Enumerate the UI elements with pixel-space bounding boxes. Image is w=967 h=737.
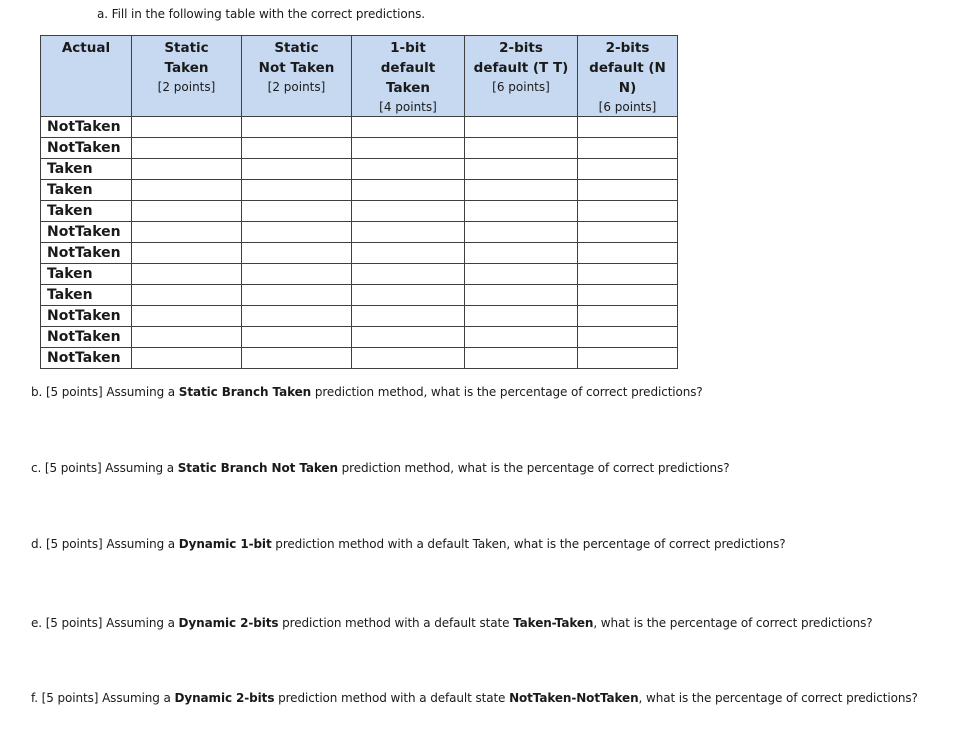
- header-points: [2 points]: [267, 80, 326, 94]
- prediction-cell[interactable]: [578, 327, 678, 348]
- question-b: [31, 385, 703, 399]
- question-emphasis: Dynamic 1-bit: [178, 537, 272, 551]
- prediction-cell[interactable]: [242, 243, 352, 264]
- prediction-cell[interactable]: [242, 264, 352, 285]
- prediction-cell[interactable]: [465, 138, 578, 159]
- table-body: [41, 117, 678, 369]
- header-2bits-default-tt: [465, 36, 578, 117]
- question-emphasis: Static Branch Taken: [178, 385, 312, 399]
- prediction-cell[interactable]: [242, 306, 352, 327]
- question-emphasis: Dynamic 2-bits: [178, 616, 279, 630]
- prediction-cell[interactable]: [465, 285, 578, 306]
- actual-cell: Taken: [41, 264, 132, 285]
- question-text: prediction method with a default state: [278, 616, 514, 630]
- prediction-cell[interactable]: [578, 138, 678, 159]
- prediction-cell[interactable]: [242, 180, 352, 201]
- prediction-cell[interactable]: [465, 201, 578, 222]
- prediction-cell[interactable]: [465, 180, 578, 201]
- actual-cell: NotTaken: [41, 138, 132, 159]
- header-row: [41, 36, 678, 117]
- table-row: [41, 243, 678, 264]
- header-points: [2 points]: [157, 80, 216, 94]
- prediction-cell[interactable]: [132, 327, 242, 348]
- prediction-cell[interactable]: [242, 285, 352, 306]
- header-line: Taken: [164, 60, 209, 76]
- prediction-cell[interactable]: [578, 180, 678, 201]
- question-text: d. [5 points] Assuming a: [31, 537, 179, 551]
- prediction-cell[interactable]: [132, 138, 242, 159]
- prediction-cell[interactable]: [578, 306, 678, 327]
- table-row: [41, 327, 678, 348]
- actual-cell: Taken: [41, 180, 132, 201]
- actual-cell: Taken: [41, 159, 132, 180]
- prediction-cell[interactable]: [352, 285, 465, 306]
- table-row: [41, 159, 678, 180]
- header-line: Taken: [386, 80, 430, 96]
- question-text: c. [5 points] Assuming a: [31, 461, 178, 475]
- question-emphasis: Dynamic 2-bits: [174, 691, 275, 705]
- prediction-cell[interactable]: [465, 243, 578, 264]
- header-1bit-default-taken: [352, 36, 465, 117]
- prediction-cell[interactable]: [132, 159, 242, 180]
- table-row: [41, 138, 678, 159]
- actual-cell: Taken: [41, 285, 132, 306]
- header-line: 2-bits: [499, 40, 543, 56]
- prediction-cell[interactable]: [132, 243, 242, 264]
- prediction-cell[interactable]: [352, 327, 465, 348]
- actual-cell: NotTaken: [41, 117, 132, 138]
- table-row: [41, 264, 678, 285]
- prediction-cell[interactable]: [578, 285, 678, 306]
- header-static-not-taken: [242, 36, 352, 117]
- question-text: b. [5 points] Assuming a: [31, 385, 179, 399]
- actual-cell: NotTaken: [41, 327, 132, 348]
- prediction-cell[interactable]: [578, 201, 678, 222]
- prediction-cell[interactable]: [578, 348, 678, 369]
- question-text: , what is the percentage of correct predictions?: [593, 616, 873, 630]
- prediction-cell[interactable]: [352, 264, 465, 285]
- header-line: default (T T): [473, 60, 569, 76]
- prediction-cell[interactable]: [352, 180, 465, 201]
- prediction-cell[interactable]: [132, 180, 242, 201]
- prediction-cell[interactable]: [242, 138, 352, 159]
- table-row: [41, 306, 678, 327]
- prediction-cell[interactable]: [132, 348, 242, 369]
- prediction-cell[interactable]: [352, 138, 465, 159]
- header-line: Actual: [61, 40, 111, 56]
- table-row: [41, 201, 678, 222]
- question-text: prediction method with a default state: [274, 691, 510, 705]
- prediction-cell[interactable]: [242, 159, 352, 180]
- prediction-cell[interactable]: [352, 159, 465, 180]
- prediction-cell[interactable]: [132, 264, 242, 285]
- prediction-cell[interactable]: [578, 159, 678, 180]
- header-line: default: [380, 60, 436, 76]
- prediction-cell[interactable]: [242, 222, 352, 243]
- question-text: prediction method, what is the percentage of correct predictions?: [311, 385, 703, 399]
- prediction-cell[interactable]: [242, 348, 352, 369]
- header-static-taken: [132, 36, 242, 117]
- actual-cell: Taken: [41, 201, 132, 222]
- prediction-cell[interactable]: [132, 201, 242, 222]
- actual-cell: NotTaken: [41, 243, 132, 264]
- question-c: [31, 461, 729, 475]
- prediction-cell[interactable]: [578, 117, 678, 138]
- header-actual: [41, 36, 132, 117]
- question-text: e. [5 points] Assuming a: [31, 616, 179, 630]
- prediction-cell[interactable]: [578, 243, 678, 264]
- prediction-cell[interactable]: [465, 348, 578, 369]
- question-text: , what is the percentage of correct predictions?: [638, 691, 918, 705]
- prediction-cell[interactable]: [465, 327, 578, 348]
- prediction-cell[interactable]: [352, 306, 465, 327]
- question-text: prediction method, what is the percentage of correct predictions?: [337, 461, 730, 475]
- table-row: [41, 285, 678, 306]
- question-f: [31, 691, 918, 705]
- question-d: [31, 537, 786, 551]
- table-row: [41, 180, 678, 201]
- prediction-cell[interactable]: [352, 348, 465, 369]
- prediction-cell[interactable]: [465, 306, 578, 327]
- prediction-cell[interactable]: [132, 117, 242, 138]
- prediction-cell[interactable]: [578, 222, 678, 243]
- prediction-cell[interactable]: [352, 222, 465, 243]
- header-line: 2-bits: [605, 40, 650, 56]
- prediction-table: [40, 35, 678, 369]
- question-emphasis: Static Branch Not Taken: [177, 461, 338, 475]
- question-text: f. [5 points] Assuming a: [31, 691, 175, 705]
- prediction-cell[interactable]: [465, 117, 578, 138]
- header-line: Not Taken: [258, 60, 335, 76]
- header-line: Static: [274, 40, 319, 56]
- actual-cell: NotTaken: [41, 306, 132, 327]
- prediction-cell[interactable]: [242, 327, 352, 348]
- question-e: [31, 616, 873, 630]
- prediction-cell[interactable]: [132, 306, 242, 327]
- actual-cell: NotTaken: [41, 222, 132, 243]
- header-points: [4 points]: [379, 100, 437, 114]
- question-text: prediction method with a default Taken, what is the percentage of correct predictions?: [271, 537, 786, 551]
- header-points: [6 points]: [598, 100, 657, 114]
- table-row: [41, 117, 678, 138]
- prediction-cell[interactable]: [578, 264, 678, 285]
- header-line: 1-bit: [390, 40, 426, 56]
- prediction-cell[interactable]: [132, 285, 242, 306]
- table-row: [41, 222, 678, 243]
- header-2bits-default-nn: [578, 36, 678, 117]
- table-row: [41, 348, 678, 369]
- prediction-cell[interactable]: [465, 159, 578, 180]
- header-points: [6 points]: [492, 80, 550, 94]
- question-emphasis: Taken-Taken: [513, 616, 594, 630]
- prediction-cell[interactable]: [465, 264, 578, 285]
- header-line: N): [618, 80, 637, 96]
- header-line: Static: [164, 40, 209, 56]
- prediction-cell[interactable]: [352, 201, 465, 222]
- header-line: default (N: [589, 60, 666, 76]
- prediction-cell[interactable]: [242, 117, 352, 138]
- part-a-instruction: a. Fill in the following table with the correct predictions.: [97, 7, 425, 21]
- prediction-cell[interactable]: [132, 222, 242, 243]
- prediction-cell[interactable]: [465, 222, 578, 243]
- prediction-cell[interactable]: [352, 243, 465, 264]
- actual-cell: NotTaken: [41, 348, 132, 369]
- question-emphasis: NotTaken-NotTaken: [509, 691, 639, 705]
- prediction-cell[interactable]: [242, 201, 352, 222]
- prediction-cell[interactable]: [352, 117, 465, 138]
